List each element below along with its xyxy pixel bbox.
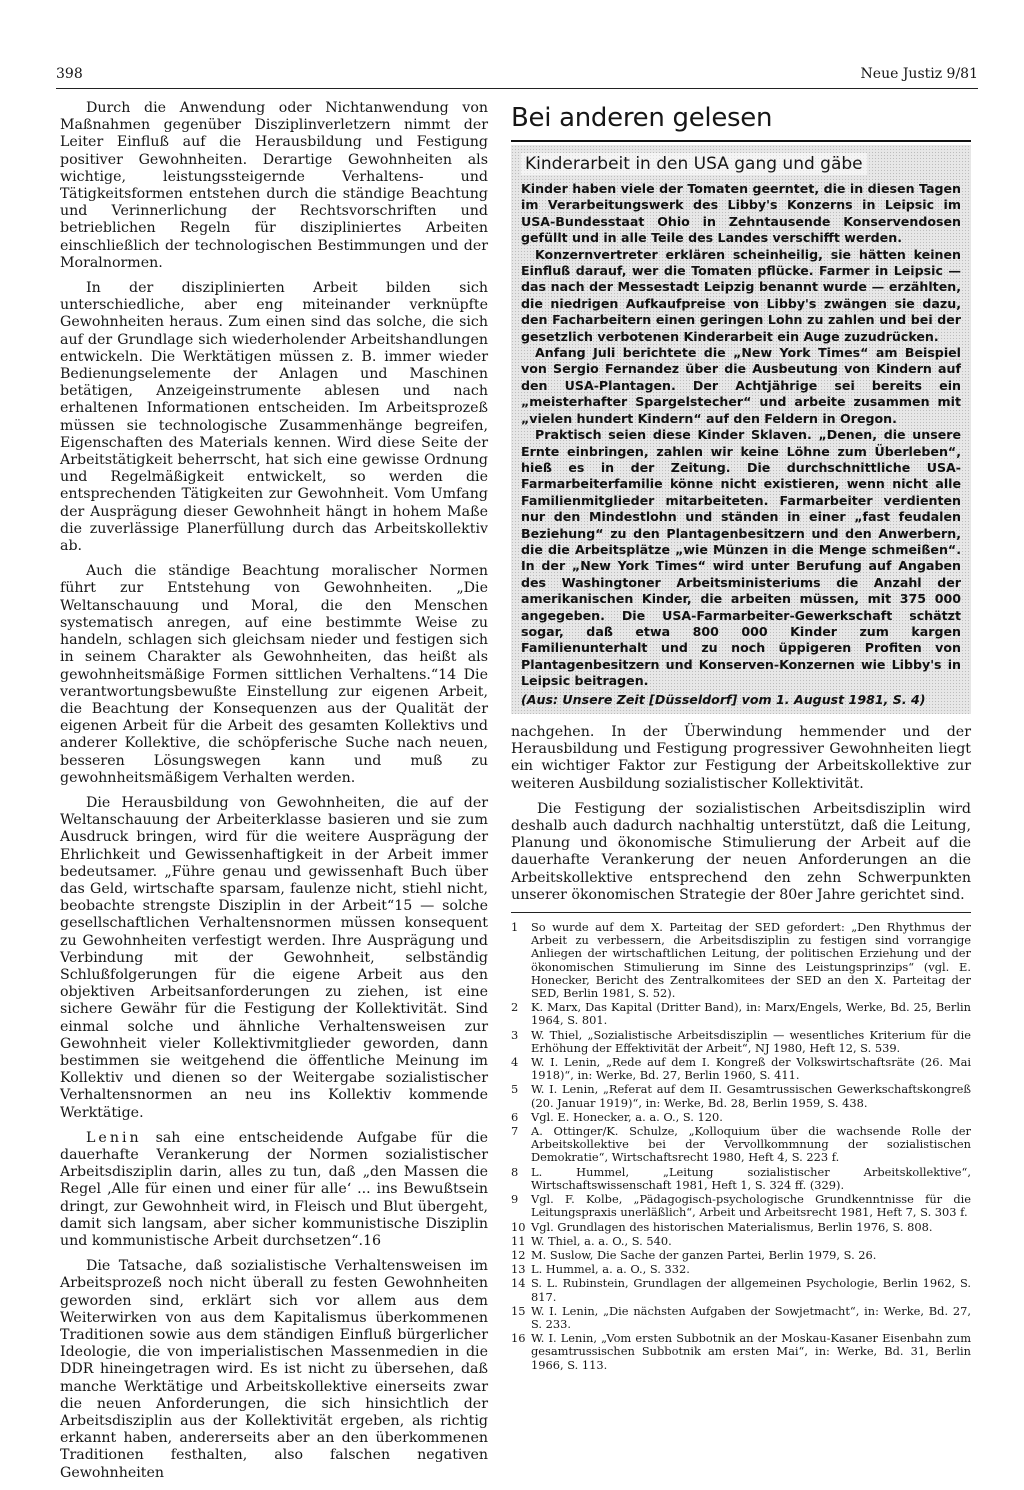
section-title: Bei anderen gelesen bbox=[511, 103, 773, 133]
sidebar-box bbox=[511, 145, 971, 714]
footnote-number: 3 bbox=[511, 1027, 519, 1042]
footnote-number: 8 bbox=[511, 1164, 519, 1179]
footnote bbox=[511, 1235, 971, 1248]
paragraph: Die Herausbildung von Gewohnheiten, die auf der Weltanschauung der Arbeiterklasse basieren und sie zum Ausdruck bringen, wird für die weitere Ausprägung der Ehrlichkeit und Gewissenhaftigkeit in der Arbeit immer bedeutsamer. „Führe genau und gewissenhaft Buch über das Geld, wirtschafte sparsam, faulenze nicht, stiehl nicht, beobachte strengste Disziplin in der Arbeit“15 — solche gesellschaftlichen Verhaltensnormen müssen konsequent zu Gewohnheiten verfestigt werden. Ihre Ausprägung und Verbindung mit der Gewohnheit, selbständig Schlußfolgerungen für die eigene Arbeit aus den objektiven Arbeitsanforderungen zu ziehen, ist eine sichere Gewähr für die Festigung der Kollektivität. Sind einmal solche und ähnliche Verhaltensweisen zur Gewohnheit vieler Kollektivmitglieder geworden, dann bestimmen sie weitgehend die öffentliche Meinung im Kollektiv und dienen so der Weitergabe sozialistischer Verhaltensnormen an neu ins Kollektiv kommende Werktätige. bbox=[60, 794, 488, 1121]
footnote-text: K. Marx, Das Kapital (Dritter Band), in: Marx/Engels, Werke, Bd. 25, Berlin 1964, S. 801. bbox=[531, 1000, 971, 1028]
paragraph: Durch die Anwendung oder Nichtanwendung von Maßnahmen gegenüber Disziplinverletzern nimmt der Leiter Einfluß auf die Herausbildung und Festigung positiver Gewohnheiten. Derartige Gewohnheiten als wichtige, leistungssteigernde Verhaltens- und Tätigkeitsformen entstehen durch die ständige Beachtung und Verinnerlichung der Rechtsvorschriften und betrieblichen Regeln für diszipliniertes Arbeiten einschließlich der technologischen Bestimmungen und der Moralnormen. bbox=[60, 100, 488, 271]
paragraph-text: sah eine entscheidende Aufgabe für die dauerhafte Verankerung der Normen sozialistischer Arbeitsdisziplin darin, alles zu tun, daß „den Massen die Regel ‚Alle für einen und einer für alle‘ ... ins Bewußtsein dringt, zur Gewohnheit wird, in Fleisch und Blut übergeht, damit sich langsam, aber sicher kommunistische Disziplin und kommunistische Arbeit durchsetzen“.16 bbox=[60, 1129, 488, 1249]
footnote-text: W. Thiel, „Sozialistische Arbeitsdisziplin — wesentliches Kriterium für die Erhöhung der Effektivität der Arbeit“, NJ 1980, Heft 12, S. 539. bbox=[531, 1027, 971, 1055]
footnote-number: 13 bbox=[511, 1262, 526, 1277]
footnote-text: W. I. Lenin, „Die nächsten Aufgaben der Sowjetmacht“, in: Werke, Bd. 27, S. 233. bbox=[531, 1303, 971, 1331]
footnote-text: So wurde auf dem X. Parteitag der SED gefordert: „Den Rhythmus der Arbeit zu verbessern, die Arbeitsdisziplin zu festigen sind vorrangige Anliegen der wirtschaftlichen Leitung, der politischen Erziehung und der ökonomischen Stimulierung im Sinne des Leistungsprinzips“ (vgl. E. Honecker, Bericht des Zentralkomitees der SED an den X. Parteitag der SED, Berlin 1981, S. 52). bbox=[531, 920, 971, 1001]
paragraph: Die Tatsache, daß sozialistische Verhaltensweisen im Arbeitsprozeß noch nicht überall zu festen Gewohnheiten geworden sind, erklärt sich vor allem aus dem Weiterwirken von aus dem Kapitalismus überkommenen Traditionen sowie aus dem ständigen Einfluß bürgerlicher Ideologie, die von imperialistischen Massenmedien in die DDR hineingetragen wird. Es ist nicht zu übersehen, daß manche Werktätige und Arbeitskollektive einerseits zwar die neuen Anforderungen, die sich hinsichtlich der Arbeitsdisziplin aus der Kollektivität ergeben, als richtig erkannt haben, andererseits aber an den überkommenen Traditionen festhalten, also falschen negativen Gewohnheiten bbox=[60, 1258, 488, 1481]
footnote-number: 11 bbox=[511, 1233, 526, 1248]
footnote-number: 10 bbox=[511, 1219, 526, 1234]
page-number: 398 bbox=[56, 66, 83, 82]
footnote-number: 12 bbox=[511, 1247, 526, 1262]
footnote-number: 5 bbox=[511, 1082, 519, 1097]
footnote-text: A. Ottinger/K. Schulze, „Kolloquium über die wachsende Rolle der Arbeitskollektive bei der Vervollkommnung der sozialistischen Demokratie“, Wirtschaftsrecht 1980, Heft 4, S. 223 f. bbox=[531, 1124, 971, 1165]
paragraph: In der disziplinierten Arbeit bilden sich unterschiedliche, aber eng miteinander verknüpfte Gewohnheiten heraus. Zum einen sind das solche, die sich auf der Grundlage sich wiederholender Arbeitshandlungen entwickeln. Die Werktätigen müssen z. B. immer wieder Bedienungselemente der Anlagen und Maschinen betätigen, Anzeigeinstrumente ablesen und nach erhaltenen Informationen entscheiden. Im Arbeitsprozeß müssen sie technologische Zusammenhänge begreifen, Eigenschaften des Materials kennen. Wird diese Seite der Arbeitstätigkeit beherrscht, hat sich eine gewisse Ordnung und Regelmäßigkeit entwickelt, so werden die entsprechenden Tätigkeiten zur Gewohnheit. Vom Umfang der Ausprägung dieser Gewohnheit hängt in hohem Maße die zuverlässige Planerfüllung durch das Arbeitskollektiv ab. bbox=[60, 280, 488, 555]
footnote-number: 6 bbox=[511, 1109, 519, 1124]
footnote-text: L. Hummel, a. a. O., S. 332. bbox=[531, 1262, 690, 1277]
footnote-rule bbox=[511, 912, 971, 913]
sidebar-paragraph: Konzernvertreter erklären scheinheilig, sie hätten keinen Einfluß darauf, wer die Tomaten pflücke. Farmer in Leipsic — das nach der Messestadt Leipzig benannt wurde — erzählten, die niedrigen Aufkaufpreise von Libby's zwängen sie dazu, den Facharbeitern einen geringen Lohn zu zahlen und bei der gesetzlich verbotenen Kinderarbeit ein Auge zuzudrücken. bbox=[521, 246, 961, 344]
paragraph: nachgehen. In der Überwindung hemmender und der Herausbildung und Festigung progressiver Gewohnheiten liegt ein wichtiger Faktor zur Festigung der Arbeitskollektive zur weiteren Ausbildung sozialistischer Kollektivität. bbox=[511, 724, 971, 792]
footnote-text: W. I. Lenin, „Rede auf dem I. Kongreß der Volkswirtschaftsräte (26. Mai 1918)“, in: Werke, Bd. 27, Berlin 1960, S. 411. bbox=[531, 1055, 971, 1083]
footnote bbox=[511, 1221, 971, 1234]
footnote bbox=[511, 1083, 971, 1109]
spaced-name: Lenin bbox=[86, 1129, 142, 1146]
footnote-text: W. I. Lenin, „Referat auf dem II. Gesamtrussischen Gewerkschaftskongreß (20. Januar 1919)“, in: Werke, Bd. 28, Berlin 1959, S. 438. bbox=[531, 1082, 971, 1110]
sidebar-paragraph: Anfang Juli berichtete die „New York Times“ am Beispiel von Sergio Fernandez über die Ausbeutung von Kindern auf den USA-Plantagen. Der Achtjährige sei bereits ein „meisterhafter Spargelstecher“ und arbeite zusammen mit „vielen hundert Kindern“ auf den Feldern in Oregon. bbox=[521, 345, 961, 426]
sidebar-paragraph: Kinder haben viele der Tomaten geerntet, die in diesen Tagen im Verarbeitungswerk des Libby's Konzerns in Leipsic im USA-Bundesstaat Ohio in Zehntausende Konservendosen gefüllt und in alle Teile des Landes verschifft werden. bbox=[521, 181, 961, 246]
paragraph: Die Festigung der sozialistischen Arbeitsdisziplin wird deshalb auch dadurch nachhaltig unterstützt, daß die Leitung, Planung und ökonomische Stimulierung der Arbeit auf die dauerhafte Verankerung der neuen Anforderungen an die Arbeitskollektive entsprechend den zehn Schwerpunkten unserer ökonomischen Strategie der 80er Jahre gerichtet sind. bbox=[511, 800, 971, 903]
footnote bbox=[511, 921, 971, 1000]
footnote-number: 14 bbox=[511, 1276, 526, 1291]
footnote bbox=[511, 1305, 971, 1331]
footnote bbox=[511, 1111, 971, 1124]
header-rule bbox=[56, 88, 978, 89]
footnote bbox=[511, 1166, 971, 1192]
footnote bbox=[511, 1193, 971, 1219]
footnotes bbox=[511, 921, 971, 1372]
footnote bbox=[511, 1125, 971, 1165]
footnote-text: Vgl. F. Kolbe, „Pädagogisch-psychologische Grundkenntnisse für die Leitungspraxis unerläßlich“, Arbeit und Arbeitsrecht 1981, Heft 7, S. 303 f. bbox=[531, 1192, 971, 1220]
footnote bbox=[511, 1056, 971, 1082]
footnote bbox=[511, 1263, 971, 1276]
footnote bbox=[511, 1029, 971, 1055]
footnote-number: 1 bbox=[511, 920, 519, 935]
paragraph: Auch die ständige Beachtung moralischer Normen führt zur Entstehung von Gewohnheiten. „Die Weltanschauung und Moral, die den Menschen systematisch anregen, auf eine bestimmte Weise zu handeln, schlagen sich gleichsam nieder und festigen sich in seinem Charakter als Gewohnheiten, das heißt als gewohnheitsmäßige Formen sittlichen Verhaltens.“14 Die verantwortungsbewußte Einstellung zur eigenen Arbeit, die Beachtung der Konsequenzen aus der Qualität der eigenen Arbeit für die Arbeit des gesamten Kollektivs und anderer Kollektive, die schöpferische Suche nach neuen, besseren Lösungswegen kann und muß zu gewohnheitsmäßigem Verhalten werden. bbox=[60, 563, 488, 786]
footnote bbox=[511, 1001, 971, 1027]
footnote bbox=[511, 1249, 971, 1262]
journal-issue: Neue Justiz 9/81 bbox=[860, 66, 978, 82]
footnote-text: W. I. Lenin, „Vom ersten Subbotnik an der Moskau-Kasaner Eisenbahn zum gesamtrussischen Subbotnik am ersten Mai“, in: Werke, Bd. 31, Berlin 1966, S. 113. bbox=[531, 1331, 971, 1372]
footnote-number: 2 bbox=[511, 1000, 519, 1015]
footnote-number: 15 bbox=[511, 1303, 526, 1318]
footnote-text: Vgl. Grundlagen des historischen Materialismus, Berlin 1976, S. 808. bbox=[531, 1219, 933, 1234]
footnote-number: 7 bbox=[511, 1124, 519, 1139]
sidebar-headline: Kinderarbeit in den USA gang und gäbe bbox=[521, 153, 867, 175]
footnote-text: W. Thiel, a. a. O., S. 540. bbox=[531, 1233, 672, 1248]
sidebar-paragraph: Praktisch seien diese Kinder Sklaven. „Denen, die unsere Ernte einbringen, zahlen wir keine Löhne zum Überleben“, hieß es in der Zeitung. Die durchschnittliche USA-Farmarbeiterfamilie könne nicht existieren, wenn nicht alle Familienmitglieder mitarbeiteten. Farmarbeiter verdienten nur den Mindestlohn und ständen in einer „fast feudalen Beziehung“ zu den Plantagenbesitzern und den Anwerbern, die die Arbeitsplätze „wie Münzen in die Menge schmeißen“. In der „New York Times“ wird unter Berufung auf Angaben des Washingtoner Arbeitsministeriums die Anzahl der amerikanischen Kinder, die arbeiten müssen, mit 375 000 angegeben. Die USA-Farmarbeiter-Gewerkschaft schätzt sogar, daß etwa 800 000 Kinder zum kargen Familienunterhalt und zu noch üppigeren Profiten von Plantagenbesitzern und Konserven-Konzernen wie Libby's in Leipsic beitragen. bbox=[521, 427, 961, 689]
footnote-text: S. L. Rubinstein, Grundlagen der allgemeinen Psychologie, Berlin 1962, S. 817. bbox=[531, 1276, 971, 1304]
sidebar-source: (Aus: Unsere Zeit [Düsseldorf] vom 1. August 1981, S. 4) bbox=[521, 691, 926, 707]
footnote-number: 16 bbox=[511, 1331, 526, 1346]
page-header bbox=[56, 66, 978, 88]
left-column bbox=[60, 100, 488, 1490]
footnote-text: Vgl. E. Honecker, a. a. O., S. 120. bbox=[531, 1109, 723, 1124]
footnote bbox=[511, 1332, 971, 1372]
right-body bbox=[511, 724, 971, 904]
paragraph-lenin bbox=[60, 1130, 488, 1250]
right-column bbox=[511, 100, 971, 1373]
footnote-number: 4 bbox=[511, 1055, 519, 1070]
footnote bbox=[511, 1277, 971, 1303]
footnote-text: L. Hummel, „Leitung sozialistischer Arbeitskollektive“, Wirtschaftswissenschaft 1981, Heft 1, S. 324 ff. (329). bbox=[531, 1164, 971, 1192]
footnote-number: 9 bbox=[511, 1192, 519, 1207]
footnote-text: M. Suslow, Die Sache der ganzen Partei, Berlin 1979, S. 26. bbox=[531, 1247, 877, 1262]
section-rule bbox=[511, 140, 971, 142]
